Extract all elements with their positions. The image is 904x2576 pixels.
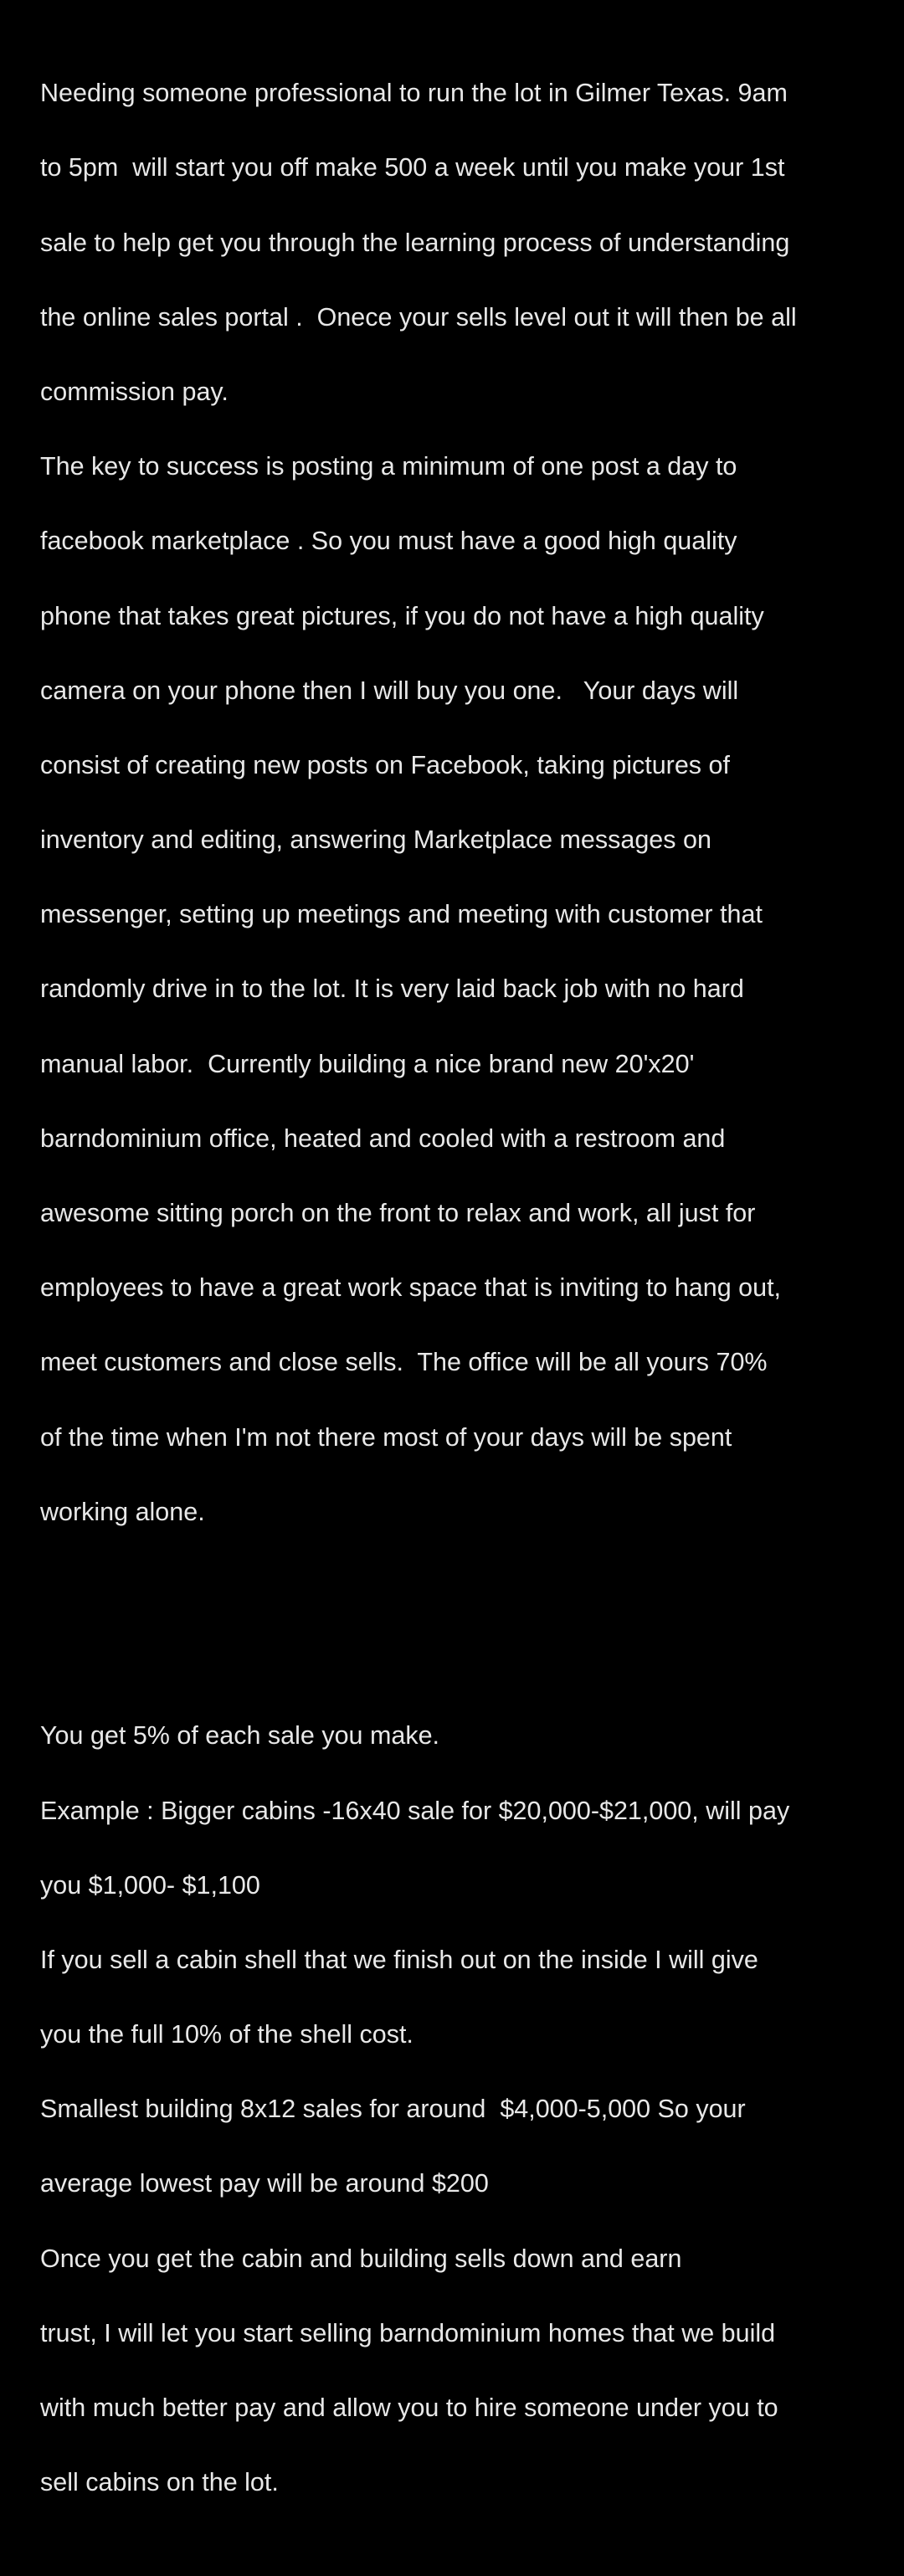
text-line: messenger, setting up meetings and meeting with customer that — [40, 900, 763, 929]
text-line: If you sell a cabin shell that we finish out on the inside I will give — [40, 1945, 758, 1974]
paragraph-spacer — [40, 1606, 877, 1643]
text-line: you $1,000- $1,100 — [40, 1870, 260, 1900]
text-line: manual labor. Currently building a nice brand new 20'x20' — [40, 1049, 695, 1078]
text-line: employees to have a great work space that is inviting to hang out, — [40, 1273, 782, 1303]
text-line: The key to success is posting a minimum of one post a day to — [40, 452, 737, 481]
text-line: phone that takes great pictures, if you do not have a high quality — [40, 601, 764, 630]
text-line: average lowest pay will be around $200 — [40, 2169, 489, 2198]
text-line: the online sales portal . Onece your sells level out it will then be all — [40, 302, 797, 332]
post-body — [40, 0, 877, 2576]
text-line: consist of creating new posts on Facebook, taking pictures of — [40, 750, 730, 779]
text-line: Smallest building 8x12 sales for around $4,000-5,000 So your — [40, 2095, 746, 2124]
text-line: Once you get the cabin and building sells down and earn — [40, 2244, 682, 2273]
text-line: you the full 10% of the shell cost. — [40, 2020, 413, 2049]
text-line: facebook marketplace . So you must have a good high quality — [40, 527, 737, 556]
text-line: camera on your phone then I will buy you one. Your days will — [40, 676, 739, 705]
text-line: awesome sitting porch on the front to relax and work, all just for — [40, 1199, 756, 1227]
text-line: to 5pm will start you off make 500 a week until you make your 1st — [40, 153, 785, 183]
post-paragraph-job-description — [40, 38, 877, 1568]
text-line: trust, I will let you start selling barndominium homes that we build — [40, 2318, 776, 2347]
text-line: working alone. — [40, 1497, 205, 1526]
text-line: Example : Bigger cabins -16x40 sale for $20,000-$21,000, will pay — [40, 1796, 790, 1825]
text-line: commission pay. — [40, 377, 229, 406]
text-line: with much better pay and allow you to hire someone under you to — [40, 2393, 778, 2422]
text-line: barndominium office, heated and cooled with a restroom and — [40, 1123, 726, 1153]
text-line: Needing someone professional to run the lot in Gilmer Texas. 9am — [40, 79, 788, 108]
text-line: inventory and editing, answering Marketplace messages on — [40, 825, 711, 855]
text-line: meet customers and close sells. The office will be all yours 70% — [40, 1348, 768, 1377]
text-line: of the time when I'm not there most of your days will be spent — [40, 1422, 732, 1452]
text-line: randomly drive in to the lot. It is very laid back job with no hard — [40, 974, 744, 1004]
text-line: sale to help get you through the learning process of understanding — [40, 228, 790, 257]
text-line: sell cabins on the lot. — [40, 2468, 279, 2497]
post-paragraph-pay-details — [40, 1680, 877, 2539]
text-line: You get 5% of each sale you make. — [40, 1721, 440, 1751]
